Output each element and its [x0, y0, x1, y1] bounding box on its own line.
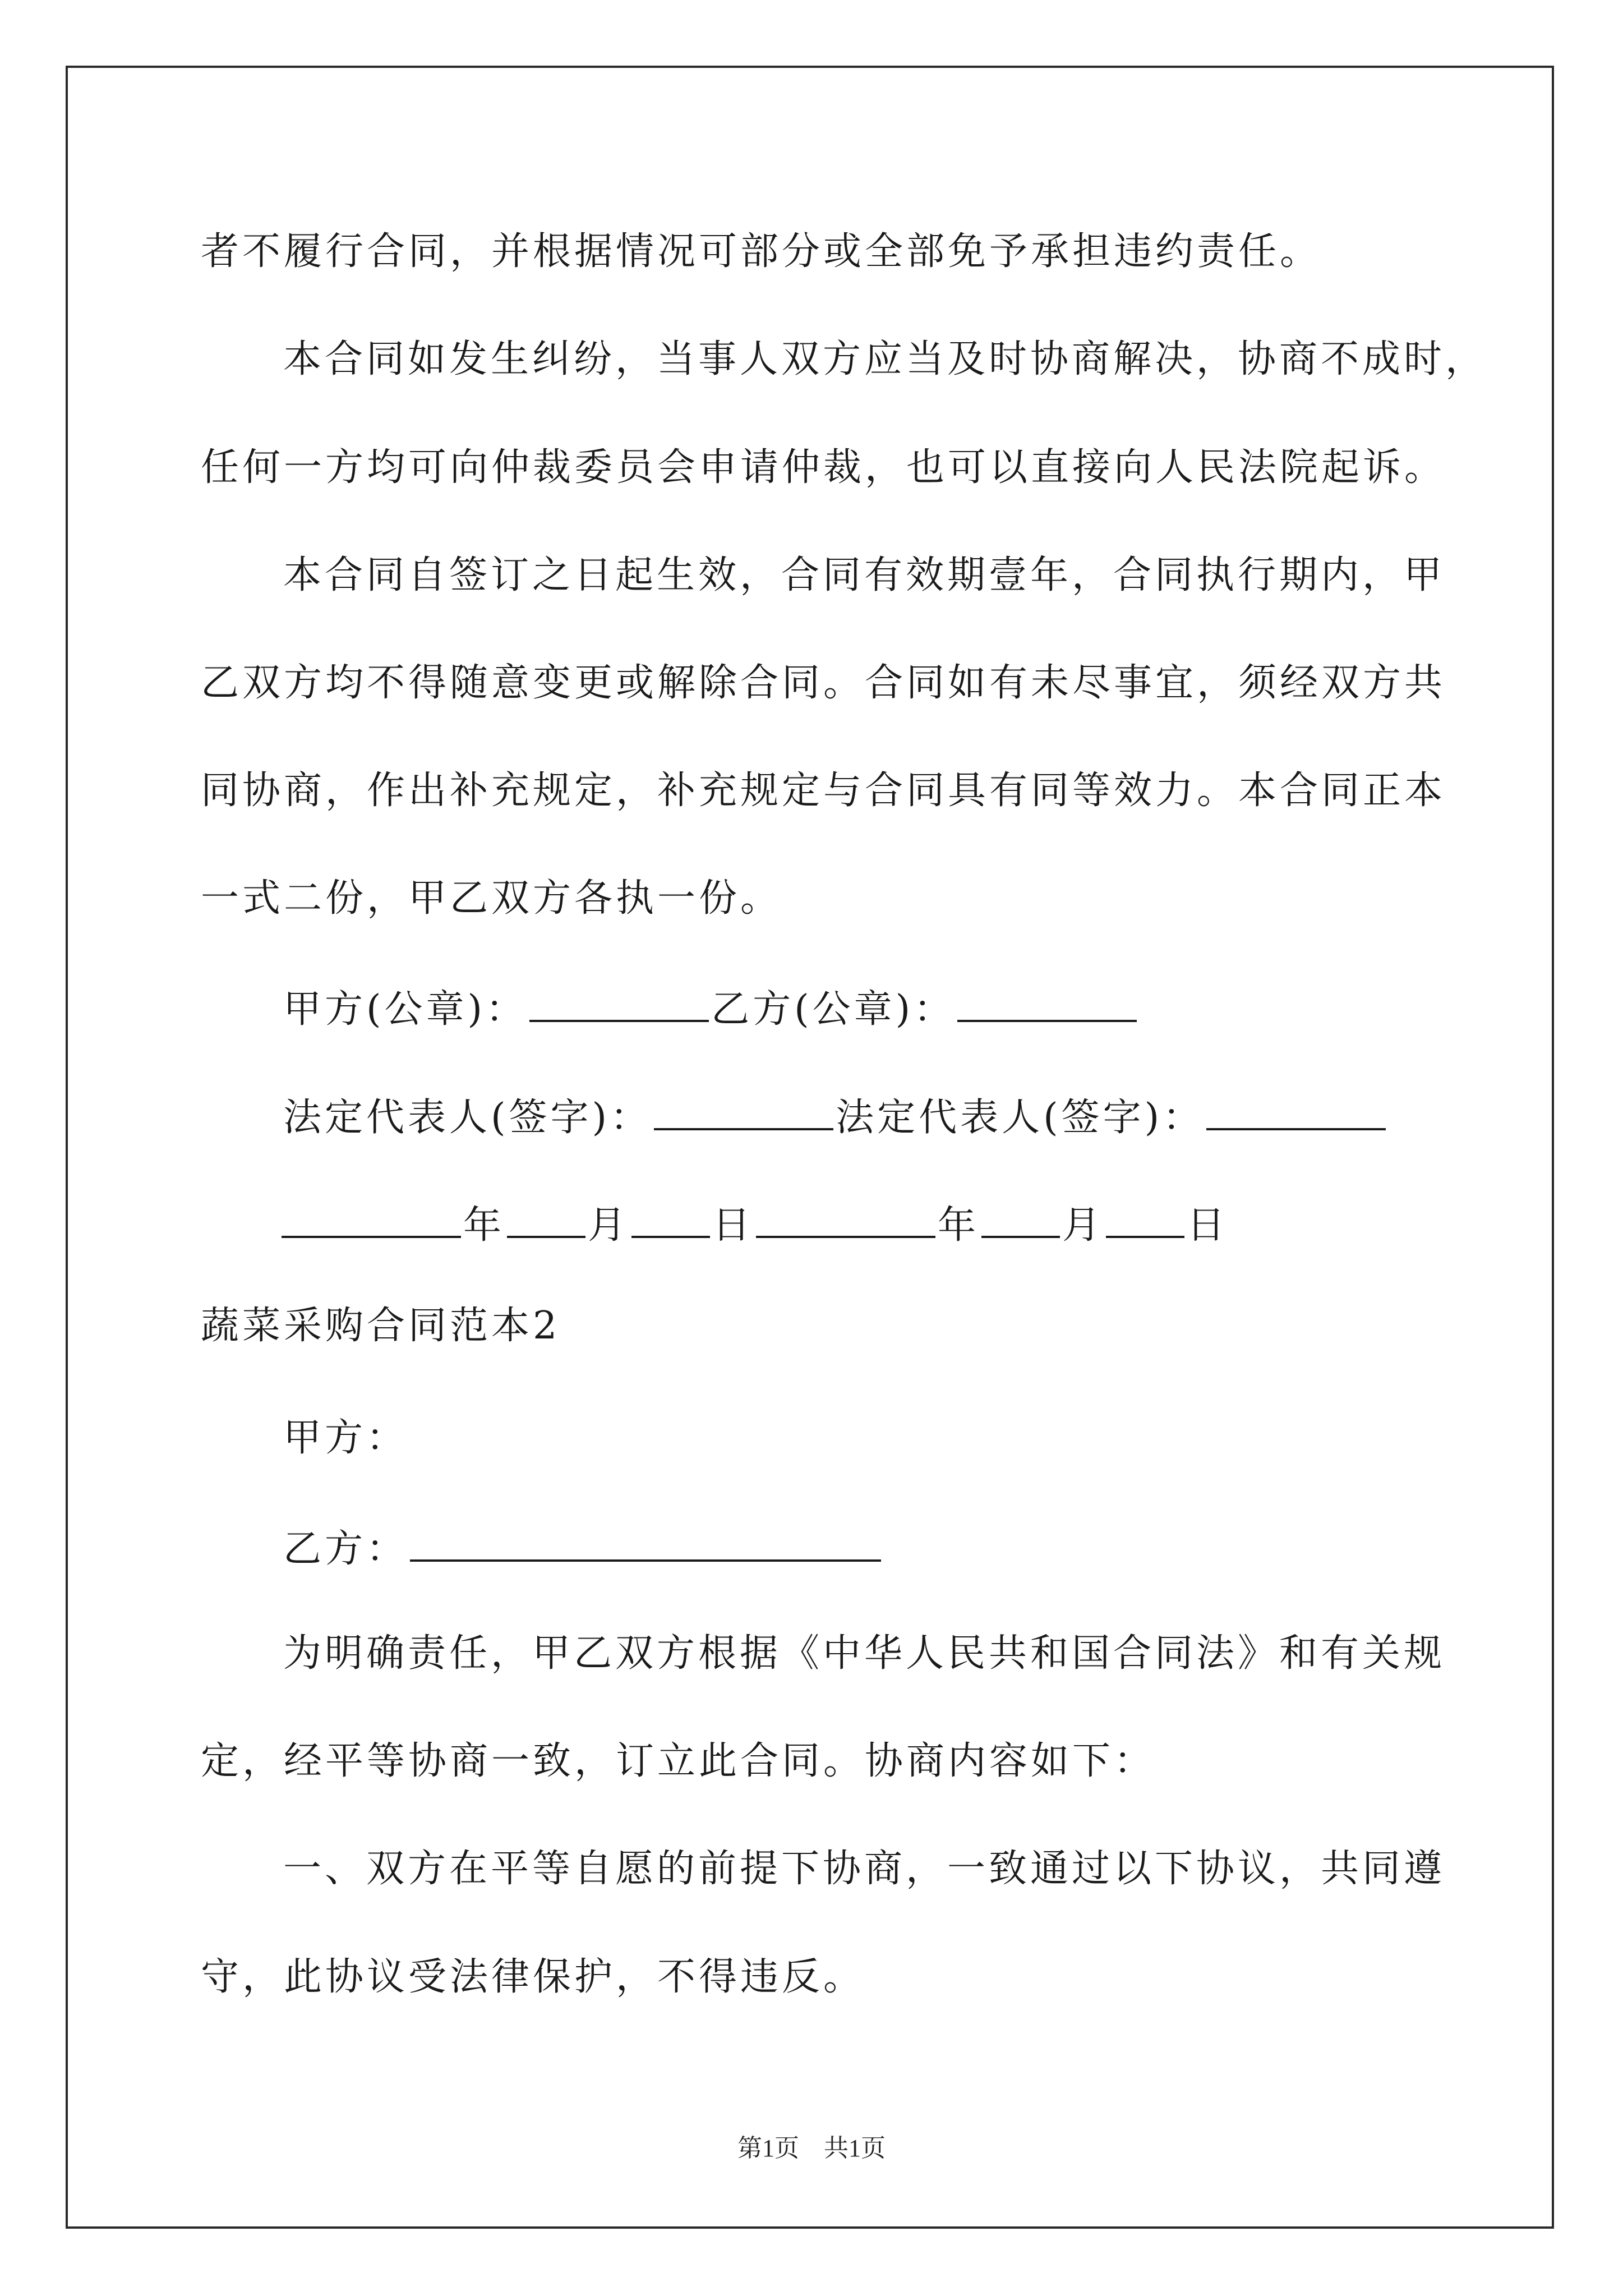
paragraph-line: 乙双方均不得随意变更或解除合同。合同如有未尽事宜，须经双方共: [201, 661, 1446, 705]
party-a-label: 甲方：: [283, 1416, 408, 1460]
party-b-seal-blank: [957, 987, 1137, 1022]
party-a-line: [283, 1416, 408, 1460]
paragraph-line: 同协商，作出补充规定，补充规定与合同具有同等效力。本合同正本: [201, 769, 1446, 813]
year-blank: [282, 1203, 461, 1238]
day-label: 日: [1187, 1203, 1229, 1248]
paragraph-line: 任何一方均可向仲裁委员会申请仲裁，也可以直接向人民法院起诉。: [201, 445, 1446, 490]
party-b-seal-label: 乙方(公章)：: [711, 987, 956, 1032]
paragraph-line: 定，经平等协商一致，订立此合同。协商内容如下：: [201, 1739, 1156, 1783]
page-border: [66, 66, 1554, 2229]
paragraph-line: 本合同如发生纠纷，当事人双方应当及时协商解决，协商不成时，: [283, 337, 1487, 381]
year-label: 年: [938, 1203, 980, 1248]
day-blank: [1106, 1203, 1184, 1238]
paragraph-line: 为明确责任，甲乙双方根据《中华人民共和国合同法》和有关规: [283, 1631, 1446, 1676]
date-line: [279, 1203, 1229, 1248]
paragraph-line: 一、双方在平等自愿的前提下协商，一致通过以下协议，共同遵: [283, 1847, 1446, 1891]
day-blank: [631, 1203, 710, 1238]
year-blank: [756, 1203, 935, 1238]
party-a-rep-blank: [654, 1096, 833, 1130]
party-b-blank: [410, 1527, 881, 1562]
party-a-seal-blank: [529, 987, 709, 1022]
month-blank: [507, 1203, 585, 1238]
party-b-label: 乙方：: [283, 1527, 408, 1571]
party-a-seal-label: 甲方(公章)：: [283, 987, 528, 1032]
page-number-footer: 第1页 共1页: [737, 2134, 886, 2162]
party-a-rep-label: 法定代表人(签字)：: [283, 1096, 652, 1140]
party-b-rep-label: 法定代表人(签字)：: [836, 1096, 1205, 1140]
month-label: 月: [1062, 1203, 1104, 1248]
section-title: 蔬菜采购合同范本2: [201, 1304, 561, 1348]
paragraph-line: 者不履行合同，并根据情况可部分或全部免予承担违约责任。: [201, 229, 1322, 274]
month-label: 月: [588, 1203, 630, 1248]
day-label: 日: [712, 1203, 754, 1248]
party-b-rep-blank: [1206, 1096, 1386, 1130]
month-blank: [981, 1203, 1060, 1238]
representative-line: [283, 1096, 1388, 1140]
year-label: 年: [463, 1203, 505, 1248]
paragraph-line: 守，此协议受法律保护，不得违反。: [201, 1955, 865, 1999]
party-b-line: [283, 1527, 883, 1571]
paragraph-line: 一式二份，甲乙双方各执一份。: [201, 876, 782, 921]
seal-line: [283, 987, 1139, 1032]
paragraph-line: 本合同自签订之日起生效，合同有效期壹年，合同执行期内，甲: [283, 553, 1446, 597]
